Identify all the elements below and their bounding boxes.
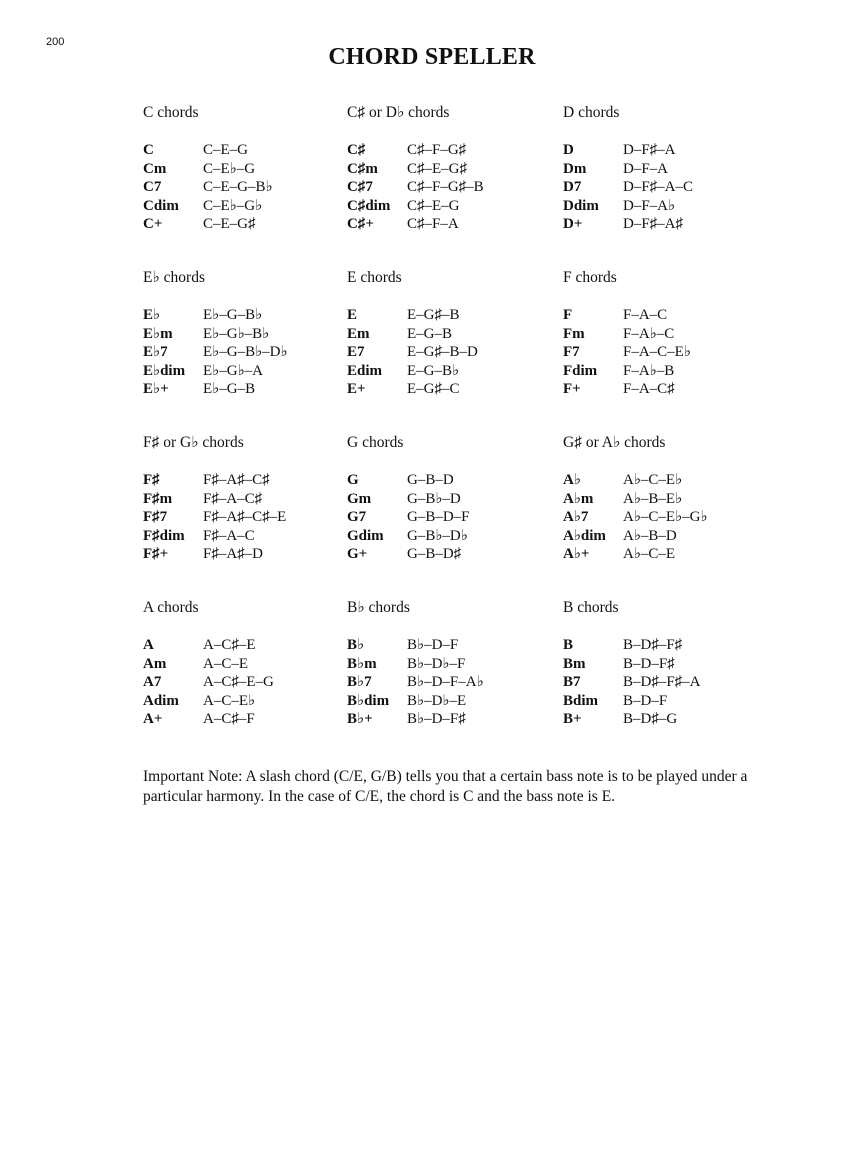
chord-name: Em <box>347 325 370 342</box>
chord-name: Cm <box>143 160 167 177</box>
chord-notes: C–E♭–G <box>203 160 256 177</box>
chord-grid <box>143 103 743 763</box>
chord-row <box>347 655 563 674</box>
group-heading: G♯ or A♭ chords <box>563 434 666 451</box>
chord-name: B♭dim <box>347 692 390 709</box>
chord-notes: D–F–A♭ <box>623 197 676 214</box>
chord-name: Adim <box>143 692 179 709</box>
chord-name: A+ <box>143 711 163 727</box>
chord-notes: A–C–E♭ <box>203 692 256 709</box>
chord-row <box>563 141 743 160</box>
chord-name: C+ <box>143 216 163 232</box>
chord-row <box>563 343 743 362</box>
chord-notes: G–B–D♯ <box>407 546 462 562</box>
chord-notes: C–E–G♯ <box>203 216 256 232</box>
chord-notes: E♭–G♭–A <box>203 362 263 379</box>
group-heading: E chords <box>347 269 402 286</box>
chord-notes: B–D–F♯ <box>623 655 675 672</box>
page-number: 200 <box>46 36 65 48</box>
chord-name: F♯m <box>143 490 173 507</box>
chord-notes: E♭–G♭–B♭ <box>203 325 270 342</box>
chord-notes: D–F♯–A <box>623 142 676 158</box>
chord-notes: B♭–D–F–A♭ <box>407 674 484 690</box>
chord-name: E7 <box>347 344 365 360</box>
chord-name: Gdim <box>347 527 384 544</box>
chord-row <box>563 178 743 197</box>
chord-row <box>143 527 347 546</box>
chord-notes: F♯–A♯–C♯ <box>203 472 270 488</box>
chord-name: Edim <box>347 362 383 379</box>
chord-name: A <box>143 637 154 653</box>
group-heading: C♯ or D♭ chords <box>347 104 450 121</box>
footnote: Important Note: A slash chord (C/E, G/B) tells you that a certain bass note is to be played under a particular harmony. In the case of C/E, the chord is C and the bass note is E. <box>143 768 748 805</box>
chord-row <box>143 178 347 197</box>
chord-row <box>143 325 347 344</box>
group-heading: A chords <box>143 599 199 616</box>
chord-name: E+ <box>347 381 366 397</box>
chord-name: F♯ <box>143 472 160 488</box>
chord-notes: C–E♭–G♭ <box>203 197 263 214</box>
chord-name: G7 <box>347 509 367 525</box>
chord-notes: B–D♯–F♯–A <box>623 674 701 690</box>
chord-name: E♭7 <box>143 344 168 360</box>
chord-name: D+ <box>563 216 583 232</box>
chord-row <box>347 636 563 655</box>
chord-row <box>143 306 347 325</box>
chord-name: B♭7 <box>347 674 372 690</box>
chord-notes: C♯–E–G♯ <box>407 160 467 177</box>
chord-group <box>563 268 743 433</box>
chord-group <box>143 598 347 763</box>
chord-row <box>563 380 743 399</box>
chord-notes: A♭–C–E <box>623 546 676 562</box>
chord-notes: C♯–E–G <box>407 197 460 214</box>
chord-name: A♭dim <box>563 527 606 544</box>
chord-row <box>347 178 563 197</box>
chord-row <box>347 380 563 399</box>
chord-notes: F–A♭–C <box>623 325 675 342</box>
chord-name: F+ <box>563 381 581 397</box>
chord-notes: C♯–F–G♯–B <box>407 179 484 195</box>
chord-group <box>347 268 563 433</box>
chord-notes: A♭–C–E♭–G♭ <box>623 509 708 525</box>
chord-name: C♯dim <box>347 197 391 214</box>
chord-name: Ddim <box>563 197 599 214</box>
group-heading: G chords <box>347 434 404 451</box>
chord-row <box>347 545 563 564</box>
chord-row <box>143 215 347 234</box>
chord-row <box>347 527 563 546</box>
chord-name: G <box>347 472 359 488</box>
chord-row <box>143 655 347 674</box>
chord-row <box>143 362 347 381</box>
chord-row <box>563 306 743 325</box>
chord-notes: E–G♯–C <box>407 381 460 397</box>
chord-group <box>143 103 347 268</box>
chord-name: Dm <box>563 160 587 177</box>
chord-notes: C♯–F–A <box>407 216 459 232</box>
chord-notes: A–C♯–E–G <box>203 674 274 690</box>
chord-row <box>563 636 743 655</box>
chord-name: C♯7 <box>347 179 373 195</box>
chord-row <box>563 545 743 564</box>
chord-name: Am <box>143 655 167 672</box>
chord-notes: B♭–D♭–E <box>407 692 467 709</box>
chord-name: Bm <box>563 655 586 672</box>
chord-row <box>347 215 563 234</box>
chord-row <box>143 343 347 362</box>
chord-notes: A♭–B–E♭ <box>623 490 683 507</box>
chord-notes: A–C♯–E <box>203 637 256 653</box>
chord-row <box>563 160 743 179</box>
group-heading: F♯ or G♭ chords <box>143 434 244 451</box>
chord-name: B♭ <box>347 637 365 653</box>
chord-name: F7 <box>563 344 580 360</box>
chord-name: C♯+ <box>347 216 374 232</box>
chord-notes: B♭–D♭–F <box>407 655 466 672</box>
chord-notes: E♭–G–B♭–D♭ <box>203 344 288 360</box>
chord-row <box>347 141 563 160</box>
chord-notes: G–B–D–F <box>407 509 470 525</box>
chord-row <box>143 141 347 160</box>
chord-row <box>563 527 743 546</box>
chord-notes: B♭–D–F <box>407 637 459 653</box>
chord-row <box>347 490 563 509</box>
chord-notes: D–F–A <box>623 160 669 177</box>
chord-name: B♭m <box>347 655 377 672</box>
chord-name: B♭+ <box>347 711 373 727</box>
chord-row <box>347 362 563 381</box>
chord-group <box>347 433 563 598</box>
chord-row <box>143 692 347 711</box>
chord-notes: F–A–C♯ <box>623 381 675 397</box>
chord-name: B+ <box>563 711 582 727</box>
chord-row <box>347 343 563 362</box>
chord-row <box>347 673 563 692</box>
chord-notes: G–B♭–D <box>407 490 461 507</box>
chord-notes: E♭–G–B♭ <box>203 307 263 323</box>
chord-name: E♭dim <box>143 362 186 379</box>
chord-row <box>143 710 347 729</box>
group-heading: E♭ chords <box>143 269 205 286</box>
chord-row <box>563 692 743 711</box>
chord-name: C7 <box>143 179 162 195</box>
chord-notes: G–B♭–D♭ <box>407 527 468 544</box>
chord-notes: B♭–D–F♯ <box>407 711 466 727</box>
chord-row <box>347 325 563 344</box>
chord-row <box>563 490 743 509</box>
chord-notes: G–B–D <box>407 472 454 488</box>
chord-name: G+ <box>347 546 368 562</box>
chord-row <box>347 306 563 325</box>
chord-notes: E–G–B♭ <box>407 362 460 379</box>
chord-name: F♯dim <box>143 527 185 544</box>
chord-row <box>563 710 743 729</box>
chord-row <box>143 490 347 509</box>
chord-row <box>143 380 347 399</box>
chord-row <box>143 160 347 179</box>
group-heading: D chords <box>563 104 620 121</box>
chord-row <box>347 710 563 729</box>
chord-notes: E–G♯–B–D <box>407 344 478 360</box>
chord-row <box>563 325 743 344</box>
chord-name: C♯m <box>347 160 378 177</box>
chord-row <box>563 655 743 674</box>
chord-row <box>143 673 347 692</box>
chord-notes: B–D–F <box>623 692 668 709</box>
chord-notes: F♯–A–C♯ <box>203 490 263 507</box>
chord-name: E♭ <box>143 307 161 323</box>
chord-notes: A♭–C–E♭ <box>623 472 683 488</box>
chord-row <box>143 545 347 564</box>
chord-row <box>143 636 347 655</box>
chord-row <box>347 471 563 490</box>
chord-name: F♯7 <box>143 509 168 525</box>
chord-row <box>347 197 563 216</box>
chord-notes: E♭–G–B <box>203 381 256 397</box>
chord-name: A♭7 <box>563 509 589 525</box>
chord-name: A♭m <box>563 490 594 507</box>
chord-name: E <box>347 307 358 323</box>
chord-row <box>563 471 743 490</box>
chord-notes: E–G♯–B <box>407 307 460 323</box>
chord-notes: F–A–C <box>623 307 668 323</box>
chord-notes: B–D♯–G <box>623 711 678 727</box>
chord-notes: C♯–F–G♯ <box>407 142 467 158</box>
chord-row <box>563 362 743 381</box>
chord-row <box>143 471 347 490</box>
chord-name: Fm <box>563 325 585 342</box>
chord-row <box>563 215 743 234</box>
chord-name: F <box>563 307 573 323</box>
chord-name: B7 <box>563 674 581 690</box>
chord-notes: F♯–A–C <box>203 527 255 544</box>
chord-name: C <box>143 142 154 158</box>
chord-group <box>347 103 563 268</box>
chord-notes: F♯–A♯–D <box>203 546 264 562</box>
chord-row <box>143 197 347 216</box>
chord-notes: C–E–G <box>203 142 248 158</box>
chord-notes: D–F♯–A–C <box>623 179 694 195</box>
group-heading: B♭ chords <box>347 599 410 616</box>
chord-notes: E–G–B <box>407 325 452 342</box>
chord-name: A♭ <box>563 472 581 488</box>
chord-name: Fdim <box>563 362 598 379</box>
chord-notes: F–A–C–E♭ <box>623 344 691 360</box>
chord-name: C♯ <box>347 142 366 158</box>
chord-name: Gm <box>347 490 372 507</box>
chord-row <box>563 508 743 527</box>
chord-group <box>563 598 743 763</box>
chord-notes: C–E–G–B♭ <box>203 179 273 195</box>
chord-notes: F♯–A♯–C♯–E <box>203 509 287 525</box>
group-heading: C chords <box>143 104 199 121</box>
chord-row <box>563 673 743 692</box>
chord-group <box>347 598 563 763</box>
chord-notes: D–F♯–A♯ <box>623 216 684 232</box>
page-title: CHORD SPELLER <box>328 44 536 70</box>
chord-row <box>347 692 563 711</box>
chord-name: A♭+ <box>563 546 590 562</box>
chord-notes: B–D♯–F♯ <box>623 637 683 653</box>
chord-name: F♯+ <box>143 546 169 562</box>
chord-row <box>347 508 563 527</box>
chord-name: E♭m <box>143 325 173 342</box>
chord-notes: F–A♭–B <box>623 362 675 379</box>
chord-name: D7 <box>563 179 582 195</box>
chord-name: Cdim <box>143 197 179 214</box>
chord-name: D <box>563 142 574 158</box>
group-heading: F chords <box>563 269 617 286</box>
chord-notes: A–C–E <box>203 655 248 672</box>
chord-notes: A–C♯–F <box>203 711 255 727</box>
chord-name: E♭+ <box>143 381 169 397</box>
chord-row <box>347 160 563 179</box>
chord-group <box>563 433 743 598</box>
chord-name: A7 <box>143 674 162 690</box>
chord-notes: A♭–B–D <box>623 527 677 544</box>
chord-name: Bdim <box>563 692 599 709</box>
chord-group <box>563 103 743 268</box>
group-heading: B chords <box>563 599 619 616</box>
chord-group <box>143 433 347 598</box>
chord-group <box>143 268 347 433</box>
chord-name: B <box>563 637 574 653</box>
chord-row <box>563 197 743 216</box>
chord-row <box>143 508 347 527</box>
